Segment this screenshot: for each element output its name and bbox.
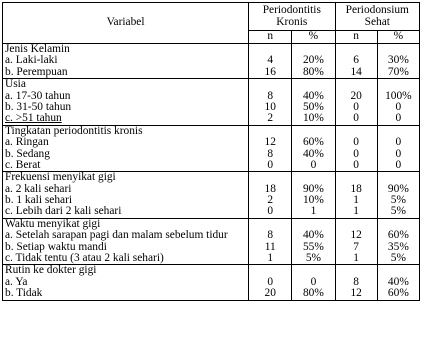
value-cell-p1	[292, 172, 335, 219]
value-cell-p2	[377, 79, 419, 126]
value: 0	[310, 275, 317, 288]
value: 70%	[387, 65, 409, 78]
section-row	[3, 125, 420, 172]
value: 0	[267, 275, 274, 288]
value-cell-p1	[292, 218, 335, 265]
value: 5%	[390, 194, 406, 207]
header-group-sehat: Periodonsium Sehat	[335, 3, 419, 31]
variable-cell	[3, 79, 249, 126]
value-cell-n1	[249, 44, 292, 79]
value: 60%	[387, 229, 409, 242]
value: 18	[350, 182, 362, 195]
value-cell-p1	[292, 79, 335, 126]
row-label: b. Perempuan	[5, 65, 68, 78]
row-label: c. Berat	[5, 158, 41, 171]
header-pct: %	[377, 31, 419, 44]
row-label: a. 17-30 tahun	[5, 89, 71, 102]
value: 40%	[387, 275, 409, 288]
value-cell-n1	[249, 218, 292, 265]
value-cell-n2	[335, 218, 377, 265]
value: 1	[310, 205, 317, 218]
row-label: a. Ringan	[5, 136, 49, 149]
value: 16	[264, 65, 276, 78]
value: 50%	[302, 100, 324, 113]
row-label: b. 1 kali sehari	[5, 194, 73, 207]
value: 10%	[302, 112, 324, 125]
value-cell-n1	[249, 265, 292, 300]
value: 12	[350, 229, 362, 242]
value: 0	[353, 100, 359, 113]
spacer	[338, 172, 375, 183]
value: 1	[353, 252, 359, 265]
value-cell-n2	[335, 265, 377, 300]
value: 7	[353, 240, 359, 253]
variable-cell	[3, 265, 249, 300]
value-cell-n2	[335, 125, 377, 172]
value: 100%	[385, 89, 412, 102]
row-label: b. Sedang	[5, 147, 50, 160]
row-label: c. >51 tahun	[5, 112, 62, 125]
value: 80%	[302, 65, 324, 78]
value-cell-n1	[249, 79, 292, 126]
value: 40%	[302, 89, 324, 102]
value: 10%	[302, 194, 324, 207]
value: 20	[350, 89, 362, 102]
value: 0	[395, 136, 402, 149]
value: 0	[353, 112, 359, 125]
row-label: a. Ya	[5, 275, 28, 288]
section-row	[3, 44, 420, 79]
spacer	[251, 79, 289, 90]
spacer	[294, 79, 332, 90]
header-row	[3, 3, 420, 31]
header-n: n	[249, 31, 292, 44]
value: 1	[267, 252, 274, 265]
value: 90%	[302, 182, 324, 195]
value: 5%	[390, 205, 406, 218]
value: 0	[267, 158, 274, 171]
value: 30%	[387, 54, 409, 67]
value: 40%	[302, 147, 324, 160]
value: 5%	[390, 252, 406, 265]
value: 40%	[302, 229, 324, 242]
value: 10	[264, 100, 276, 113]
section-row	[3, 218, 420, 265]
variable-cell	[3, 218, 249, 265]
value: 18	[264, 182, 276, 195]
header-pct: %	[292, 31, 335, 44]
value: 20	[264, 287, 276, 300]
value: 2	[267, 194, 274, 207]
value: 8	[267, 147, 274, 160]
section-title: Frekuensi menyikat gigi	[5, 171, 116, 184]
section-row	[3, 79, 420, 126]
value-cell-p2	[377, 125, 419, 172]
table-container	[2, 2, 420, 301]
value: 11	[264, 240, 276, 253]
value: 80%	[302, 287, 324, 300]
value-cell-n2	[335, 172, 377, 219]
value-cell-p2	[377, 218, 419, 265]
value: 8	[267, 229, 274, 242]
header-variable: Variabel	[3, 3, 249, 44]
header-group-periodontitis: Periodontitis Kronis	[249, 3, 335, 31]
value: 4	[267, 54, 274, 67]
value-cell-n2	[335, 79, 377, 126]
value: 1	[353, 194, 359, 207]
value: 0	[353, 147, 359, 160]
value-cell-n2	[335, 44, 377, 79]
section-row	[3, 265, 420, 300]
row-label: a. Laki-laki	[5, 54, 58, 67]
spacer	[294, 172, 332, 183]
value: 14	[350, 65, 362, 78]
data-table	[2, 2, 420, 301]
value-cell-p2	[377, 172, 419, 219]
row-label: b. Tidak	[5, 287, 43, 300]
spacer	[380, 79, 417, 90]
value: 1	[353, 205, 359, 218]
value: 8	[353, 275, 359, 288]
value-cell-p2	[377, 44, 419, 79]
value: 0	[395, 112, 402, 125]
value: 90%	[387, 182, 409, 195]
value: 0	[353, 136, 359, 149]
value: 8	[267, 89, 274, 102]
row-label: b. Setiap waktu mandi	[5, 240, 107, 253]
value-cell-n1	[249, 172, 292, 219]
value: 6	[353, 54, 359, 67]
value-cell-p1	[292, 265, 335, 300]
value-cell-p2	[377, 265, 419, 300]
section-title: Rutin ke dokter gigi	[5, 264, 97, 277]
variable-cell	[3, 44, 249, 79]
value: 60%	[302, 136, 324, 149]
value: 0	[395, 100, 402, 113]
variable-cell	[3, 125, 249, 172]
header-n: n	[335, 31, 377, 44]
row-label: c. Tidak tentu (3 atau 2 kali sehari)	[5, 252, 164, 265]
value-cell-p1	[292, 125, 335, 172]
spacer	[338, 79, 375, 90]
value: 12	[350, 287, 362, 300]
value: 5%	[305, 252, 322, 265]
row-label: a. Setelah sarapan pagi dan malam sebelum tidur	[5, 229, 228, 242]
spacer	[380, 172, 417, 183]
value: 2	[267, 112, 274, 125]
section-row	[3, 172, 420, 219]
value: 12	[264, 136, 276, 149]
value: 55%	[302, 240, 324, 253]
section-title: Waktu menyikat gigi	[5, 217, 101, 230]
section-title: Jenis Kelamin	[5, 43, 70, 55]
value: 60%	[387, 287, 409, 300]
value-cell-p1	[292, 44, 335, 79]
value-cell-n1	[249, 125, 292, 172]
value: 0	[353, 158, 359, 171]
spacer	[251, 172, 289, 183]
value: 0	[395, 147, 402, 160]
value: 0	[395, 158, 402, 171]
row-label: c. Lebih dari 2 kali sehari	[5, 205, 122, 218]
value: 20%	[302, 54, 324, 67]
section-title: Tingkatan periodontitis kronis	[5, 124, 143, 137]
table-body	[3, 44, 420, 301]
value: 0	[310, 158, 317, 171]
value: 35%	[387, 240, 409, 253]
value: 0	[267, 205, 274, 218]
row-label: b. 31-50 tahun	[5, 100, 72, 113]
row-label: a. 2 kali sehari	[5, 182, 72, 195]
section-title: Usia	[5, 78, 26, 91]
variable-cell	[3, 172, 249, 219]
